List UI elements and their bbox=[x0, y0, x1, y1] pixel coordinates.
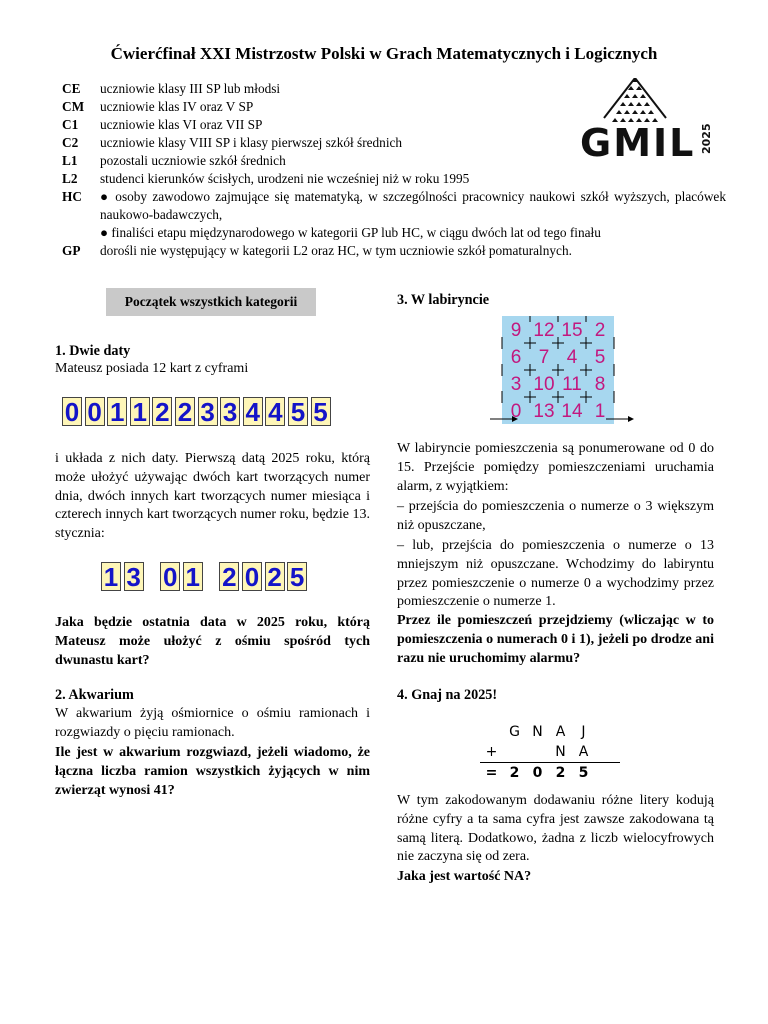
problem-3-heading: 3. W labiryncie bbox=[397, 292, 490, 308]
cryptarithm-result: = 2 0 2 5 bbox=[480, 762, 620, 783]
room-number: 8 bbox=[594, 374, 606, 395]
problem-3-item-1: – przejścia do pomieszczenia o numerze o 3 większym niż opuszczane, bbox=[397, 499, 714, 533]
digit-card: 0 bbox=[62, 397, 82, 426]
problem-1-heading: 1. Dwie daty bbox=[55, 343, 131, 359]
category-code: C1 bbox=[62, 117, 79, 132]
logo-triangle bbox=[604, 78, 666, 122]
digit-card: 1 bbox=[130, 397, 150, 426]
digit-card: 5 bbox=[288, 397, 308, 426]
problem-1-question: Jaka będzie ostatnia data w 2025 roku, którą Mateusz może ułożyć z ośmiu spośród tych dwunastu kart? bbox=[55, 615, 370, 668]
date-day-card: 1 bbox=[101, 562, 121, 591]
date-year-card: 0 bbox=[242, 562, 262, 591]
room-number: 2 bbox=[594, 320, 606, 341]
date-year-card: 2 bbox=[219, 562, 239, 591]
category-desc: uczniowie klasy III SP lub młodsi bbox=[100, 81, 281, 96]
problem-2-question: Ile jest w akwarium rozgwiazd, jeżeli wiadomo, że łączna liczba ramion wszystkich żyjących w nim zwierząt wynosi 41? bbox=[55, 745, 370, 798]
problem-2-heading: 2. Akwarium bbox=[55, 687, 134, 703]
room-number: 10 bbox=[533, 374, 555, 395]
category-desc: pozostali uczniowie szkół średnich bbox=[100, 153, 286, 168]
logo-text: GMIL bbox=[580, 121, 696, 160]
category-hc-second: ● finaliści etapu międzynarodowego w kategorii GP lub HC, w ciągu dwóch lat od tego finału bbox=[100, 225, 601, 240]
date-year-card: 5 bbox=[287, 562, 307, 591]
problem-3-item-2: – lub, przejścia do pomieszczenia o numerze o 13 mniejszym niż opuszczane. Wchodzimy do labiryntu przez pomieszczenie o numerze 0 a wychodzimy przez pomieszczenie o numerze 1. bbox=[397, 538, 714, 610]
category-code: HC bbox=[62, 189, 82, 204]
problem-3-question: Przez ile pomieszczeń przejdziemy (wliczając w to pomieszczenia o numerach 0 i 1), jeżeli po drodze ani razu nie uruchomimy alarmu? bbox=[397, 613, 714, 666]
room-number: 0 bbox=[510, 401, 522, 422]
date-month-card: 0 bbox=[160, 562, 180, 591]
problem-4-heading: 4. Gnaj na 2025! bbox=[397, 687, 498, 703]
room-number: 11 bbox=[562, 374, 582, 395]
labyrinth-grid bbox=[490, 313, 634, 429]
room-number: 12 bbox=[533, 320, 555, 341]
room-number: 5 bbox=[594, 347, 606, 368]
exit-arrowhead bbox=[628, 416, 634, 422]
room-number: 1 bbox=[594, 401, 606, 422]
digit-card: 1 bbox=[107, 397, 127, 426]
category-code: C2 bbox=[62, 135, 79, 150]
room-number: 6 bbox=[510, 347, 522, 368]
digit-card: 3 bbox=[220, 397, 240, 426]
digit-card: 2 bbox=[175, 397, 195, 426]
category-desc: uczniowie klas IV oraz V SP bbox=[100, 99, 254, 114]
room-number: 15 bbox=[561, 320, 583, 341]
category-hc bbox=[62, 188, 726, 224]
room-number: 4 bbox=[566, 347, 578, 368]
problem-4-question: Jaka jest wartość NA? bbox=[397, 869, 532, 884]
cryptarithm-row-1: G N A J bbox=[509, 724, 586, 740]
cryptarithm bbox=[480, 722, 620, 783]
digit-card: 4 bbox=[243, 397, 263, 426]
problem-1-intro: Mateusz posiada 12 kart z cyframi bbox=[55, 361, 249, 376]
category-desc: ● osoby zawodowo zajmujące się matematyką, w szczególności pracownicy naukowi szkół wyższych, placówek naukowo-badawczych, bbox=[100, 189, 726, 222]
category-desc: uczniowie klasy VIII SP i klasy pierwszej szkół średnich bbox=[100, 135, 403, 150]
digit-card: 2 bbox=[152, 397, 172, 426]
category-code: CM bbox=[62, 99, 85, 114]
room-number: 7 bbox=[538, 347, 550, 368]
room-number: 13 bbox=[533, 401, 555, 422]
start-all-categories-label: Początek wszystkich kategorii bbox=[106, 288, 316, 316]
gmil-logo bbox=[578, 78, 716, 160]
room-number: 3 bbox=[510, 374, 522, 395]
logo-year: 2025 bbox=[700, 123, 713, 154]
room-number: 9 bbox=[510, 320, 522, 341]
category-code: CE bbox=[62, 81, 81, 96]
problem-1-body: i układa z nich daty. Pierwszą datą 2025 roku, którą może ułożyć używając dwóch kart tworzących numer dnia, dwóch innych kart tworzących numer miesiąca i czterech innych kart tworzących numer roku, będzie 13. stycznia: bbox=[55, 451, 370, 542]
date-month-card: 1 bbox=[183, 562, 203, 591]
category-code: L1 bbox=[62, 153, 78, 168]
category-code: L2 bbox=[62, 171, 78, 186]
date-day-card: 3 bbox=[124, 562, 144, 591]
cryptarithm-row-2: + N A bbox=[485, 744, 589, 760]
category-gp bbox=[62, 242, 726, 260]
room-number: 14 bbox=[561, 401, 583, 422]
category-code: GP bbox=[62, 243, 81, 258]
problem-4-body: W tym zakodowanym dodawaniu różne litery kodują różne cyfry a ta sama cyfra jest zawsze zakodowana tą samą literą. Dodatkowo, żadna z liczb wielocyfrowych nie zaczyna się od zera. bbox=[397, 793, 714, 865]
digit-card: 0 bbox=[85, 397, 105, 426]
problem-3-body: W labiryncie pomieszczenia są ponumerowane od 0 do 15. Przejście pomiędzy pomieszczeniami uruchamia alarm, z wyjątkiem: bbox=[397, 441, 714, 494]
date-cards bbox=[101, 562, 310, 591]
digit-card: 3 bbox=[198, 397, 218, 426]
category-l2 bbox=[62, 170, 726, 188]
page-title: Ćwierćfinał XXI Mistrzostw Polski w Grach Matematycznych i Logicznych bbox=[110, 44, 658, 63]
category-desc: dorośli nie występujący w kategorii L2 oraz HC, w tym uczniowie szkół pomaturalnych. bbox=[100, 243, 572, 258]
digit-card: 4 bbox=[265, 397, 285, 426]
category-desc: studenci kierunków ścisłych, urodzeni nie wcześniej niż w roku 1995 bbox=[100, 171, 470, 186]
category-desc: uczniowie klas VI oraz VII SP bbox=[100, 117, 263, 132]
problem-2-body: W akwarium żyją ośmiornice o ośmiu ramionach i rozgwiazdy o pięciu ramionach. bbox=[55, 706, 370, 740]
digit-card: 5 bbox=[311, 397, 331, 426]
digit-cards bbox=[62, 397, 333, 426]
date-year-card: 2 bbox=[265, 562, 285, 591]
